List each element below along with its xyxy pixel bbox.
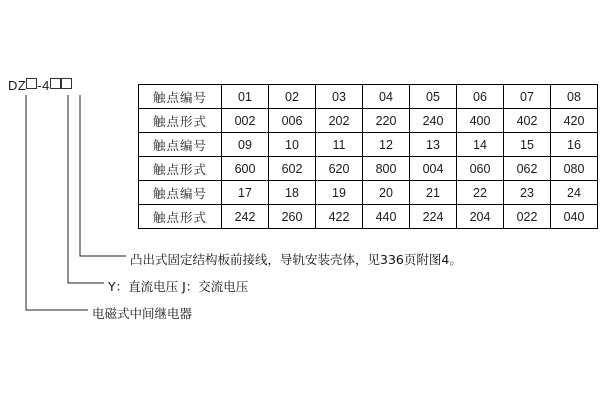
note-voltage-type: Y：直流电压 J：交流电压	[108, 279, 249, 294]
table-row	[139, 205, 598, 229]
table-cell: 420	[551, 109, 598, 133]
note-structure: 凸出式固定结构板前接线，导轨安装壳体，见336页附图4。	[130, 252, 462, 267]
table-cell: 204	[457, 205, 504, 229]
table-cell: 01	[222, 85, 269, 109]
row-header: 触点形式	[139, 157, 222, 181]
table-cell: 402	[504, 109, 551, 133]
table-cell: 600	[222, 157, 269, 181]
table-cell: 20	[363, 181, 410, 205]
row-header: 触点形式	[139, 109, 222, 133]
row-header: 触点编号	[139, 133, 222, 157]
table-cell: 13	[410, 133, 457, 157]
table-cell: 240	[410, 109, 457, 133]
table-cell: 004	[410, 157, 457, 181]
model-code-prefix: DZ	[8, 78, 27, 93]
table-cell: 620	[316, 157, 363, 181]
table-cell: 17	[222, 181, 269, 205]
table-cell: 002	[222, 109, 269, 133]
table-cell: 04	[363, 85, 410, 109]
table-row	[139, 181, 598, 205]
table-cell: 21	[410, 181, 457, 205]
table-cell: 440	[363, 205, 410, 229]
table-cell: 242	[222, 205, 269, 229]
model-code-suffix: -4	[37, 78, 50, 93]
table-cell: 220	[363, 109, 410, 133]
table-cell: 006	[269, 109, 316, 133]
contacts-table-wrapper	[138, 84, 598, 229]
table-cell: 03	[316, 85, 363, 109]
table-cell: 09	[222, 133, 269, 157]
table-cell: 24	[551, 181, 598, 205]
contacts-table-body	[139, 85, 598, 229]
table-cell: 23	[504, 181, 551, 205]
table-cell: 19	[316, 181, 363, 205]
table-cell: 400	[457, 109, 504, 133]
table-row	[139, 109, 598, 133]
table-cell: 224	[410, 205, 457, 229]
table-cell: 060	[457, 157, 504, 181]
table-cell: 08	[551, 85, 598, 109]
table-cell: 040	[551, 205, 598, 229]
table-cell: 06	[457, 85, 504, 109]
table-cell: 080	[551, 157, 598, 181]
table-cell: 800	[363, 157, 410, 181]
table-cell: 16	[551, 133, 598, 157]
table-cell: 022	[504, 205, 551, 229]
contacts-table	[138, 84, 598, 229]
table-cell: 18	[269, 181, 316, 205]
table-cell: 202	[316, 109, 363, 133]
table-cell: 260	[269, 205, 316, 229]
note-relay-type: 电磁式中间继电器	[92, 306, 193, 321]
table-cell: 11	[316, 133, 363, 157]
table-row	[139, 85, 598, 109]
table-cell: 05	[410, 85, 457, 109]
table-cell: 12	[363, 133, 410, 157]
table-cell: 22	[457, 181, 504, 205]
row-header: 触点编号	[139, 181, 222, 205]
table-cell: 062	[504, 157, 551, 181]
row-header: 触点编号	[139, 85, 222, 109]
table-cell: 07	[504, 85, 551, 109]
table-cell: 422	[316, 205, 363, 229]
table-cell: 602	[269, 157, 316, 181]
table-cell: 14	[457, 133, 504, 157]
table-cell: 02	[269, 85, 316, 109]
table-row	[139, 133, 598, 157]
table-cell: 10	[269, 133, 316, 157]
table-row	[139, 157, 598, 181]
row-header: 触点形式	[139, 205, 222, 229]
table-cell: 15	[504, 133, 551, 157]
